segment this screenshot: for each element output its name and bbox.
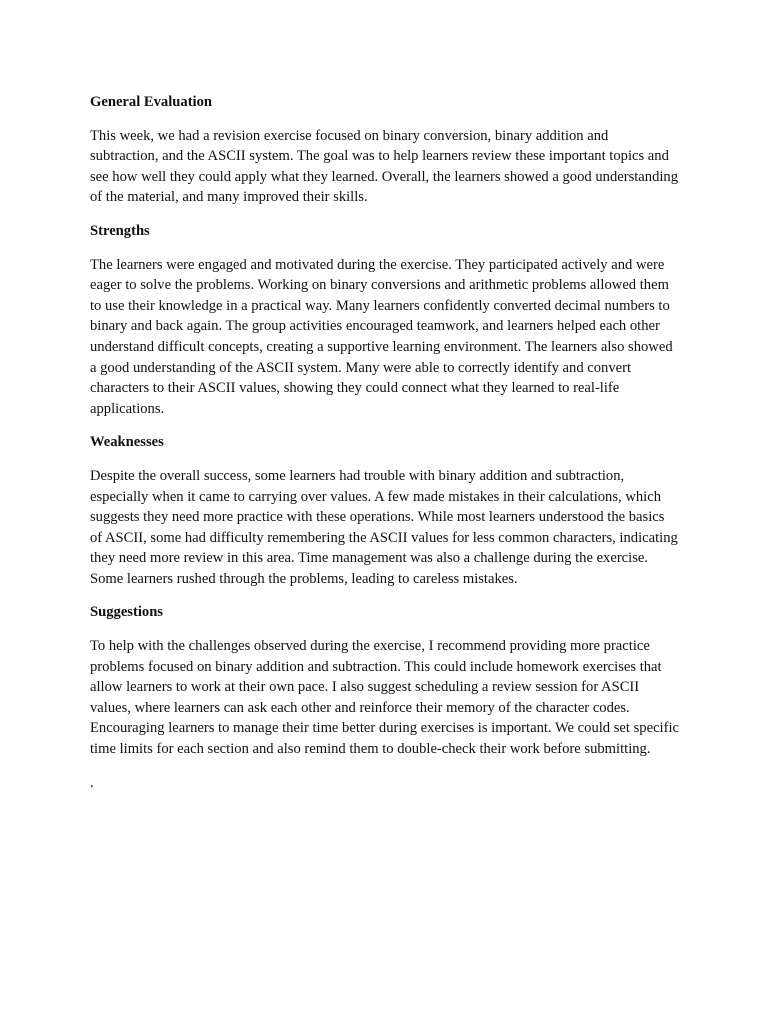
section-body: To help with the challenges observed during the exercise, I recommend providing more practice problems focused on binary addition and subtraction. This could include homework exercises that allow learners to work at their own pace. I also suggest scheduling a review session for ASCII values, where learners can ask each other and reinforce their memory of the character codes. Encouraging learners to manage their time better during exercises is important. We could set specific time limits for each section and also remind them to double-check their work before submitting. [90, 638, 679, 758]
document-page [90, 92, 680, 806]
section-suggestions [90, 602, 680, 759]
section-strengths [90, 221, 680, 419]
trailing-period: . [90, 774, 94, 791]
section-body: The learners were engaged and motivated during the exercise. They participated actively and were eager to solve the problems. Working on binary conversions and arithmetic problems allowed them to use their knowledge in a practical way. Many learners confidently converted decimal numbers to binary and back again. The group activities encouraged teamwork, and learners helped each other understand difficult concepts, creating a supportive learning environment. The learners also showed a good understanding of the ASCII system. Many were able to correctly identify and convert characters to their ASCII values, showing they could connect what they learned to real-life applications. [90, 256, 673, 417]
section-general-evaluation [90, 92, 680, 208]
section-heading: General Evaluation [90, 94, 213, 110]
section-body: Despite the overall success, some learners had trouble with binary addition and subtraction, especially when it came to carrying over values. A few made mistakes in their calculations, which suggests they need more practice with these operations. While most learners understood the basics of ASCII, some had difficulty remembering the ASCII values for less common characters, indicating they need more review in this area. Time management was also a challenge during the exercise. Some learners rushed through the problems, leading to careless mistakes. [90, 467, 678, 587]
section-weaknesses [90, 432, 680, 589]
section-heading: Weaknesses [90, 434, 164, 451]
section-body: This week, we had a revision exercise focused on binary conversion, binary addition and subtraction, and the ASCII system. The goal was to help learners review these important topics and see how well they could apply what they learned. Overall, the learners showed a good understanding of the material, and many improved their skills. [90, 127, 679, 206]
section-heading: Suggestions [90, 604, 163, 621]
section-heading: Strengths [90, 222, 150, 239]
